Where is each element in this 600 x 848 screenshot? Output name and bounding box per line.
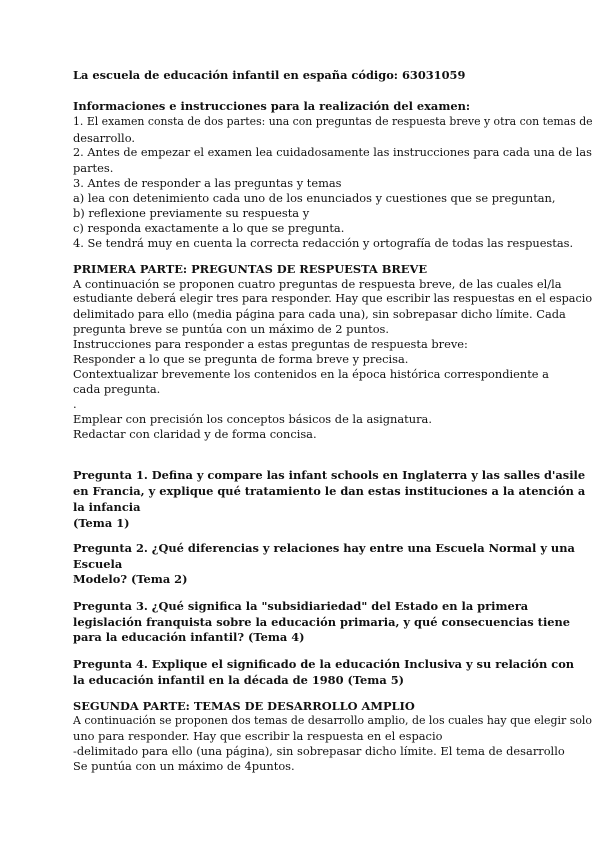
question-1-line: en Francia, y explique qué tratamiento le dan estas instituciones a la atención a <box>73 484 586 498</box>
question-1-line: Pregunta 1. Defina y compare las infant schools en Inglaterra y las salles d'asile <box>73 468 586 482</box>
part1-line: Responder a lo que se pregunta de forma breve y precisa. <box>73 352 409 366</box>
part1-line: A continuación se proponen cuatro preguntas de respuesta breve, de las cuales el/la <box>73 277 562 291</box>
part1-line: . <box>73 397 77 411</box>
document-title: La escuela de educación infantil en españa código: 63031059 <box>73 68 466 82</box>
instruction-line: desarrollo. <box>73 131 135 145</box>
instruction-line: b) reflexione previamente su respuesta y <box>73 206 310 220</box>
part1-line: Instrucciones para responder a estas preguntas de respuesta breve: <box>73 337 468 351</box>
question-1-line: (Tema 1) <box>73 516 130 530</box>
question-2-line: Modelo? (Tema 2) <box>73 572 188 586</box>
part1-line: estudiante deberá elegir tres para responder. Hay que escribir las respuestas en el espacio <box>73 292 593 305</box>
instruction-line: partes. <box>73 161 114 175</box>
instruction-line: 4. Se tendrá muy en cuenta la correcta redacción y ortografía de todas las respuestas. <box>73 236 574 250</box>
instruction-line: c) responda exactamente a lo que se pregunta. <box>73 221 345 235</box>
part2-line: Se puntúa con un máximo de 4puntos. <box>73 759 295 773</box>
question-3-line: para la educación infantil? (Tema 4) <box>73 630 305 644</box>
question-2-line: Escuela <box>73 557 123 571</box>
question-3-line: Pregunta 3. ¿Qué significa la "subsidiariedad" del Estado en la primera <box>73 599 529 613</box>
question-4-line: la educación infantil en la década de 1980 (Tema 5) <box>73 673 405 687</box>
instructions-heading: Informaciones e instrucciones para la realización del examen: <box>73 99 471 113</box>
part1-line: Emplear con precisión los conceptos básicos de la asignatura. <box>73 412 432 426</box>
part1-line: cada pregunta. <box>73 382 161 396</box>
question-2-line: Pregunta 2. ¿Qué diferencias y relaciones hay entre una Escuela Normal y una <box>73 541 575 555</box>
part2-line: A continuación se proponen dos temas de desarrollo amplio, de los cuales hay que elegir solo <box>73 714 592 727</box>
instruction-line: a) lea con detenimiento cada uno de los enunciados y cuestiones que se preguntan, <box>73 191 556 205</box>
question-3-line: legislación franquista sobre la educación primaria, y qué consecuencias tiene <box>73 615 571 629</box>
instruction-line: 3. Antes de responder a las preguntas y temas <box>73 176 342 190</box>
part1-line: pregunta breve se puntúa con un máximo de 2 puntos. <box>73 322 390 336</box>
question-1-line: la infancia <box>73 500 141 514</box>
part1-heading: PRIMERA PARTE: PREGUNTAS DE RESPUESTA BREVE <box>73 262 428 276</box>
question-4-line: Pregunta 4. Explique el significado de la educación Inclusiva y su relación con <box>73 657 575 671</box>
part2-line: uno para responder. Hay que escribir la respuesta en el espacio <box>73 729 443 743</box>
instruction-line: 1. El examen consta de dos partes: una con preguntas de respuesta breve y otra con temas de <box>73 115 593 128</box>
part1-line: Redactar con claridad y de forma concisa. <box>73 427 317 441</box>
part2-heading: SEGUNDA PARTE: TEMAS DE DESARROLLO AMPLIO <box>73 699 415 713</box>
part2-line: -delimitado para ello (una página), sin sobrepasar dicho límite. El tema de desarrollo <box>73 744 565 758</box>
instruction-line: 2. Antes de empezar el examen lea cuidadosamente las instrucciones para cada una de las <box>73 146 592 159</box>
part1-line: delimitado para ello (media página para cada una), sin sobrepasar dicho límite. Cada <box>73 307 566 321</box>
part1-line: Contextualizar brevemente los contenidos en la época histórica correspondiente a <box>73 367 549 381</box>
